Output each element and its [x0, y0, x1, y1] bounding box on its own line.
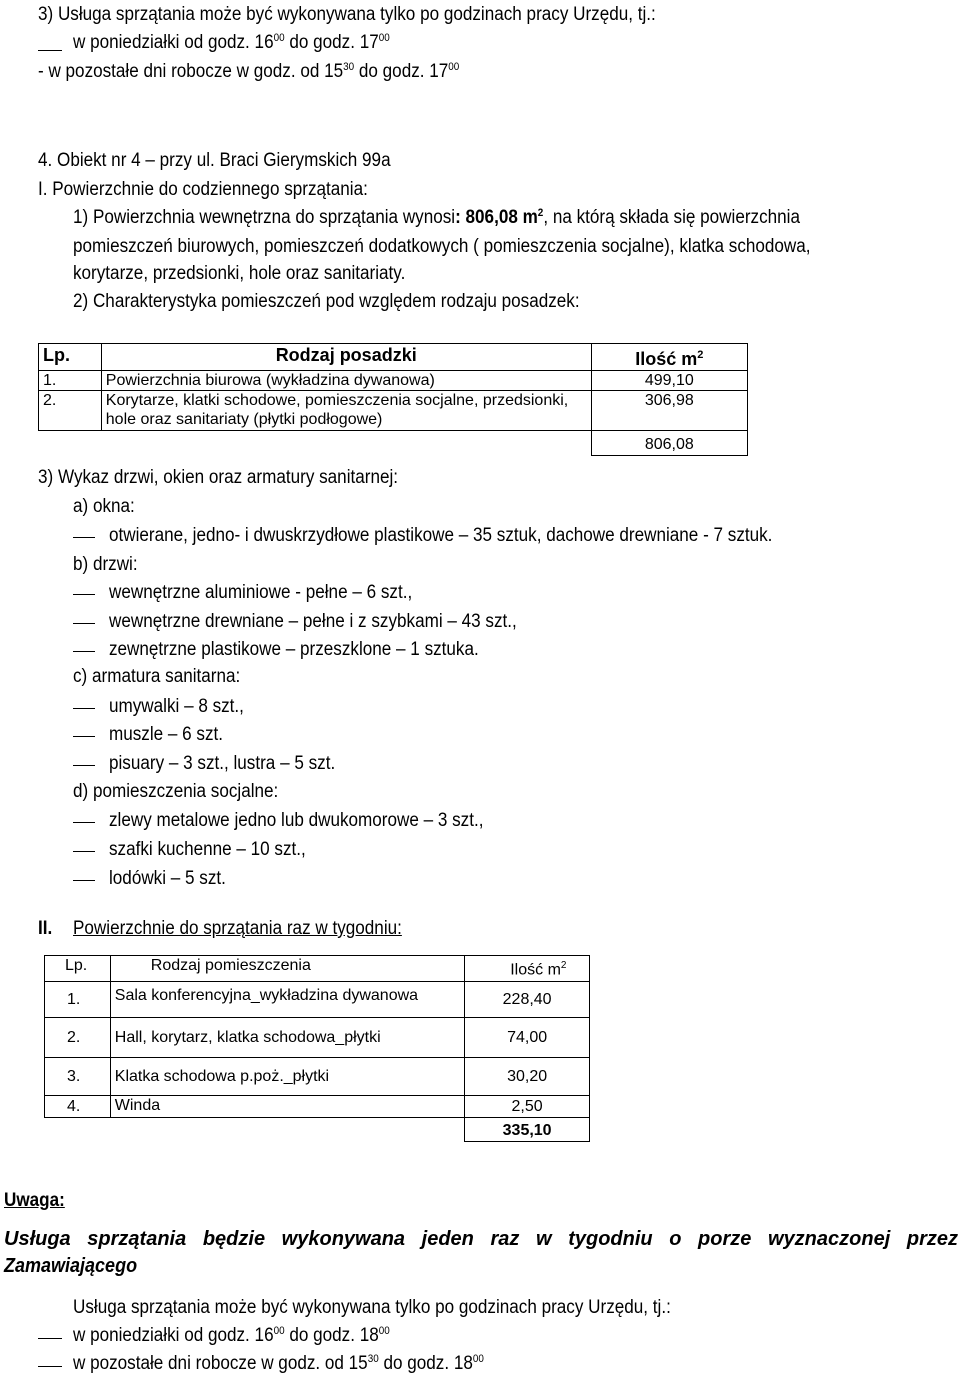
- list-item: umywalki – 8 szt.,: [109, 696, 244, 717]
- fixtures-title: c) armatura sanitarna:: [73, 666, 241, 687]
- hours-other-days: - w pozostałe dni robocze w godz. od $15^{30}$ do godz. $17^{00}$: [38, 61, 460, 82]
- header-lp: Lp.: [45, 956, 111, 982]
- floor-characteristics-title: 2) Charakterystyka pomieszczeń pod względem rodzaju posadzek:: [73, 291, 580, 312]
- list-item: otwierane, jedno- i dwuskrzydłowe plastikowe – 35 sztuk, dachowe drewniane - 7 sztuk.: [109, 525, 773, 546]
- note-label: Uwaga:: [4, 1190, 65, 1211]
- bullet-dash: [38, 50, 62, 51]
- list-item: muszle – 6 szt.: [109, 724, 224, 745]
- table-total: 335,10: [465, 1118, 590, 1142]
- header-lp: Lp.: [39, 344, 102, 371]
- table-row: [45, 1058, 590, 1096]
- bullet-dash: [73, 851, 95, 852]
- row-name: Sala konferencyjna_wykładzina dywanowa: [110, 982, 464, 1018]
- header-floor-type: Rodzaj posadzki: [101, 344, 591, 371]
- hours-intro-bottom: Usługa sprzątania może być wykonywana tylko po godzinach pracy Urzędu, tj.:: [73, 1297, 671, 1318]
- bullet-dash: [38, 1338, 62, 1339]
- row-lp: 3.: [45, 1058, 111, 1096]
- header-quantity: Ilość $m^2$: [465, 956, 590, 982]
- bullet-dash: [73, 765, 95, 766]
- section-ii-title: Powierzchnie do sprzątania raz w tygodniu:: [73, 918, 402, 939]
- hours-mondays: w poniedziałki od godz. $16^{00}$ do godz. $17^{00}$: [73, 32, 390, 53]
- row-lp: 2.: [45, 1018, 111, 1058]
- list-item: szafki kuchenne – 10 szt.,: [109, 839, 306, 860]
- list-item: wewnętrzne aluminiowe - pełne – 6 szt.,: [109, 582, 413, 603]
- social-rooms-title: d) pomieszczenia socjalne:: [73, 781, 279, 802]
- row-name: Powierzchnia biurowa (wykładzina dywanowa): [101, 371, 591, 391]
- row-name: Klatka schodowa p.poż._płytki: [110, 1058, 464, 1096]
- bullet-dash: [73, 594, 95, 595]
- windows-title: a) okna:: [73, 496, 135, 517]
- list-item: lodówki – 5 szt.: [109, 868, 226, 889]
- bullet-dash: [73, 537, 95, 538]
- bullet-dash: [73, 736, 95, 737]
- hours-other-days-bottom: w pozostałe dni robocze w godz. od $15^{30}$ do godz. $18^{00}$: [73, 1353, 484, 1374]
- bullet-dash: [38, 1366, 62, 1367]
- row-name: Winda: [110, 1096, 464, 1118]
- table-row: [39, 391, 748, 431]
- bullet-dash: [73, 651, 95, 652]
- weekly-rooms-table: [44, 955, 590, 1142]
- list-item: wewnętrzne drewniane – pełne i z szybkami – 43 szt.,: [109, 611, 517, 632]
- list-item: pisuary – 3 szt., lustra – 5 szt.: [109, 753, 336, 774]
- row-qty: 499,10: [591, 371, 747, 391]
- table-header: [45, 956, 590, 982]
- area-paragraph-line1: 1) Powierzchnia wewnętrzna do sprzątania wynosi: 806,08 $m^2$, na którą składa się powierzchnia: [73, 207, 800, 228]
- header-room-type: Rodzaj pomieszczenia: [110, 956, 464, 982]
- table-header: [39, 344, 748, 371]
- row-name: Korytarze, klatki schodowe, pomieszczenia socjalne, przedsionki, hole oraz sanitariaty (płytki podłogowe): [101, 391, 591, 431]
- bullet-dash: [73, 822, 95, 823]
- row-lp: 2.: [39, 391, 102, 431]
- bullet-dash: [73, 708, 95, 709]
- table-row: [45, 1096, 590, 1118]
- list-item: zlewy metalowe jedno lub dwukomorowe – 3 szt.,: [109, 810, 484, 831]
- row-qty: 30,20: [465, 1058, 590, 1096]
- object-heading: 4. Obiekt nr 4 – przy ul. Braci Gierymskich 99a: [38, 150, 391, 171]
- area-paragraph-line2: pomieszczeń biurowych, pomieszczeń dodatkowych ( pomieszczenia socjalne), klatka schodowa,: [73, 236, 811, 257]
- row-name: Hall, korytarz, klatka schodowa_płytki: [110, 1018, 464, 1058]
- row-qty: 228,40: [465, 982, 590, 1018]
- list-item: zewnętrzne plastikowe – przeszklone – 1 sztuka.: [109, 639, 479, 660]
- note-line1: Usługa sprzątania będzie wykonywana jeden raz w tygodniu o porze wyznaczonej przez: [4, 1228, 958, 1250]
- header-quantity: Ilość $m^2$: [591, 344, 747, 371]
- note-line2: Zamawiającego: [4, 1255, 138, 1277]
- section-i-title: I. Powierzchnie do codziennego sprzątania:: [38, 179, 368, 200]
- hours-intro: 3) Usługa sprzątania może być wykonywana tylko po godzinach pracy Urzędu, tj.:: [38, 4, 656, 25]
- table-row: [39, 371, 748, 391]
- row-lp: 1.: [45, 982, 111, 1018]
- row-lp: 1.: [39, 371, 102, 391]
- table-total-row: [45, 1118, 590, 1142]
- hours-mondays-bottom: w poniedziałki od godz. $16^{00}$ do godz. $18^{00}$: [73, 1325, 390, 1346]
- bullet-dash: [73, 623, 95, 624]
- inventory-title: 3) Wykaz drzwi, okien oraz armatury sanitarnej:: [38, 467, 399, 488]
- row-qty: 2,50: [465, 1096, 590, 1118]
- doors-title: b) drzwi:: [73, 554, 138, 575]
- table-row: [45, 982, 590, 1018]
- table-total: 806,08: [591, 431, 747, 456]
- row-qty: 306,98: [591, 391, 747, 431]
- row-lp: 4.: [45, 1096, 111, 1118]
- area-paragraph-line3: korytarze, przedsionki, hole oraz sanitariaty.: [73, 263, 406, 284]
- table-row: [45, 1018, 590, 1058]
- row-qty: 74,00: [465, 1018, 590, 1058]
- section-ii-number: II.: [38, 918, 53, 939]
- floor-types-table: [38, 343, 748, 456]
- bullet-dash: [73, 880, 95, 881]
- table-total-row: [39, 431, 748, 456]
